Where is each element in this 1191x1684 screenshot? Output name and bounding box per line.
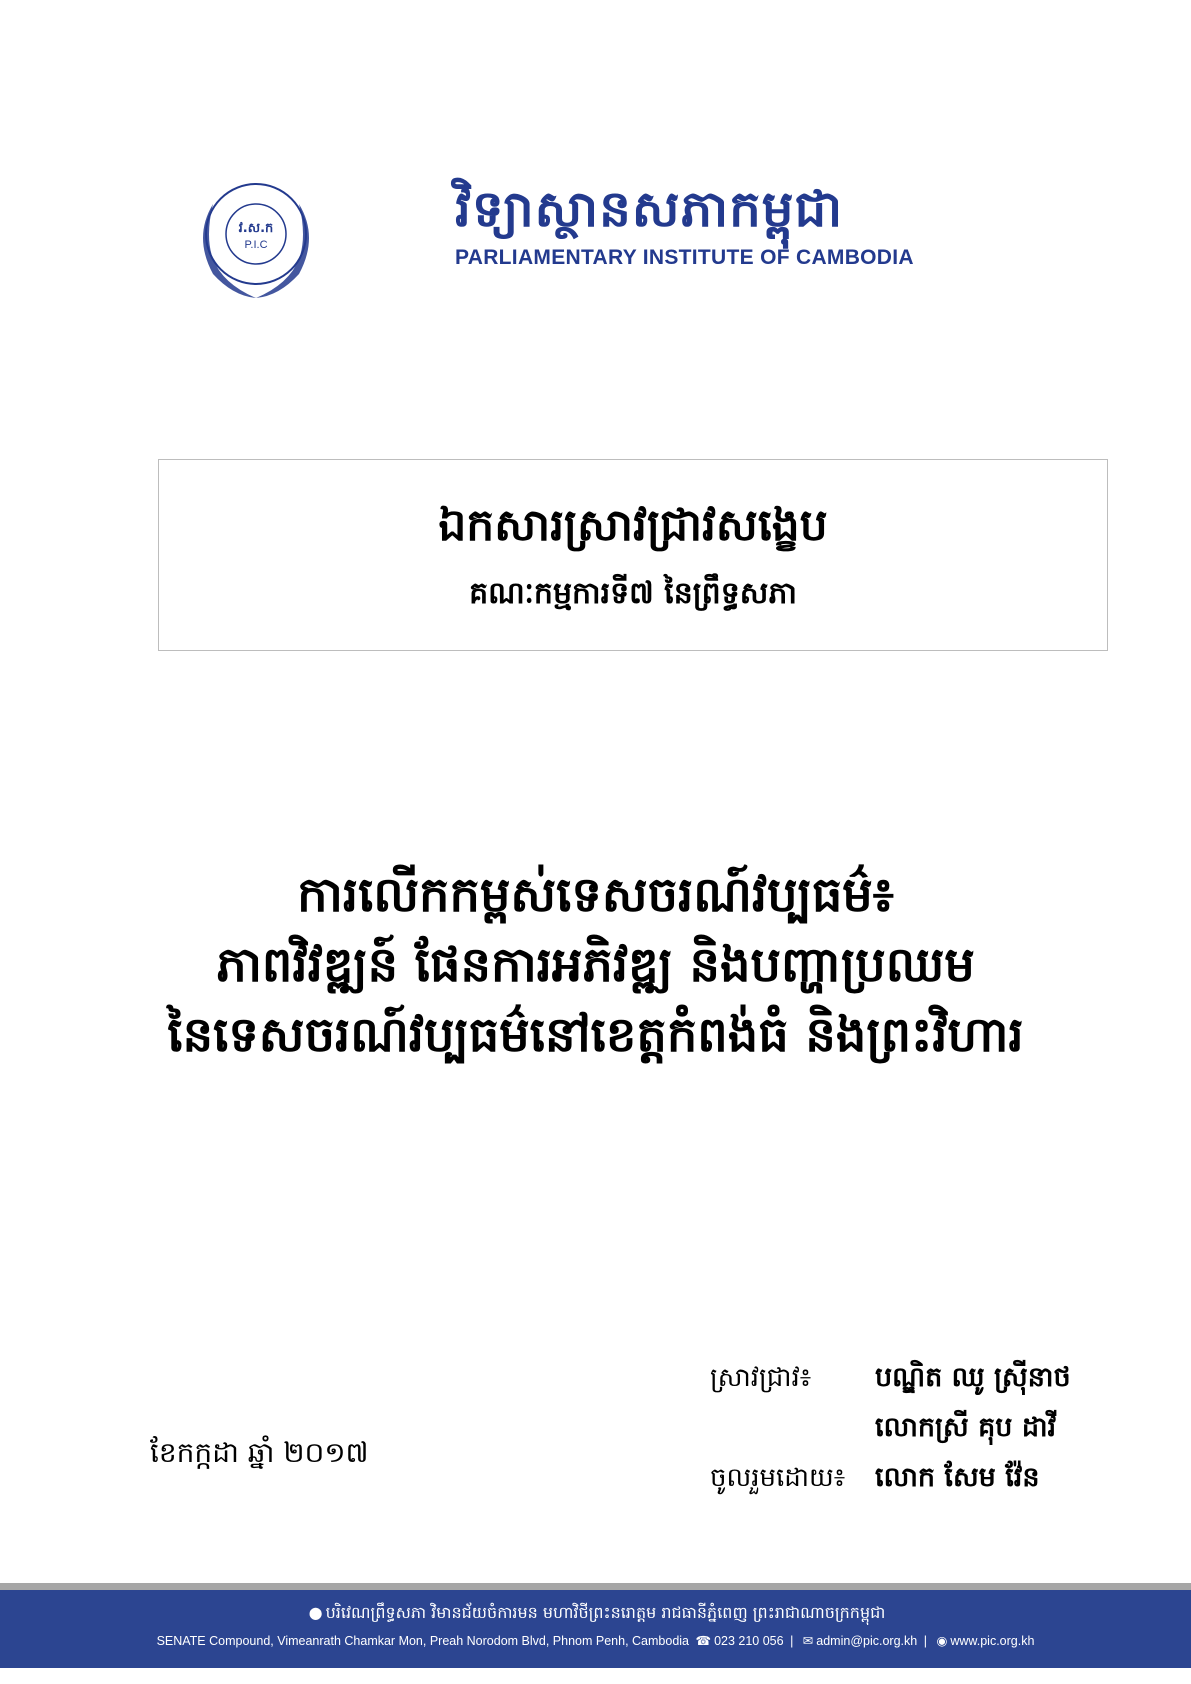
footer-bar	[0, 1590, 1191, 1668]
title-line-1: ការលើកកម្ពស់ទេសចរណ៍វប្បធម៌៖	[297, 867, 894, 923]
footer-email[interactable]: admin@pic.org.kh	[816, 1634, 918, 1648]
institute-name-kh: វិទ្យាស្ថានសភាកម្ពុជា	[455, 179, 844, 238]
institute-name-block	[455, 178, 915, 270]
contributor: លោក សែម វ៉ែន	[875, 1462, 1040, 1493]
institute-seal-logo	[183, 164, 329, 310]
researcher-2: លោកស្រី គុប ដាវី	[875, 1412, 1057, 1443]
researcher-1: បណ្ឌិត ឈូ ស្រ៊ីនាថ	[875, 1362, 1071, 1393]
footer-contact-line: SENATE Compound, Vimeanrath Chamkar Mon, Preah Norodom Blvd, Phnom Penh, Cambodia ☎ 023 210 056 | ✉ admin@pic.org.kh | ◉ www.pic.org.kh	[156, 1634, 1035, 1648]
document-title	[40, 860, 1151, 1070]
title-line-2: ភាពវិវឌ្ឍន៍ ផែនការអភិវឌ្ឍ និងបញ្ហាប្រឈម	[216, 937, 975, 993]
researched-by-label: ស្រាវជ្រាវ៖	[710, 1363, 812, 1393]
footer-phone: 023 210 056	[714, 1634, 784, 1648]
footer-divider	[0, 1583, 1191, 1590]
location-pin-icon: ●	[308, 1603, 323, 1622]
footer-address-kh: ● បរិវេណព្រឹទ្ធសភា វិមានជ័យចំការមន មហាវិថីព្រះនរោត្តម រាជធានីភ្នំពេញ ព្រះរាជាណាចក្រកម្ពុជា	[308, 1603, 886, 1622]
footer-address-en: SENATE Compound, Vimeanrath Chamkar Mon, Preah Norodom Blvd, Phnom Penh, Cambodia	[156, 1634, 689, 1648]
seal-kh-abbr: វ.ស.ក	[238, 221, 274, 236]
footer-website[interactable]: www.pic.org.kh	[950, 1634, 1035, 1648]
institute-name-en: PARLIAMENTARY INSTITUTE OF CAMBODIA	[455, 246, 914, 269]
publication-date: ខែកក្កដា ឆ្នាំ ២០១៧	[150, 1436, 369, 1469]
phone-icon: ☎	[695, 1634, 712, 1648]
seal-en-abbr: P.I.C	[244, 239, 268, 251]
committee-name: គណៈកម្មការទី៧ នៃព្រឹទ្ធសភា	[469, 576, 797, 611]
title-line-3: នៃទេសចរណ៍វប្បធម៌នៅខេត្តកំពង់ធំ និងព្រះវិហារ	[167, 1007, 1024, 1063]
contributed-by-label: ចូលរួមដោយ៖	[710, 1463, 846, 1493]
globe-icon: ◉	[936, 1634, 948, 1648]
email-icon: ✉	[802, 1634, 814, 1648]
document-type-box	[158, 459, 1108, 651]
document-type: ឯកសារស្រាវជ្រាវសង្ខេប	[438, 500, 828, 551]
